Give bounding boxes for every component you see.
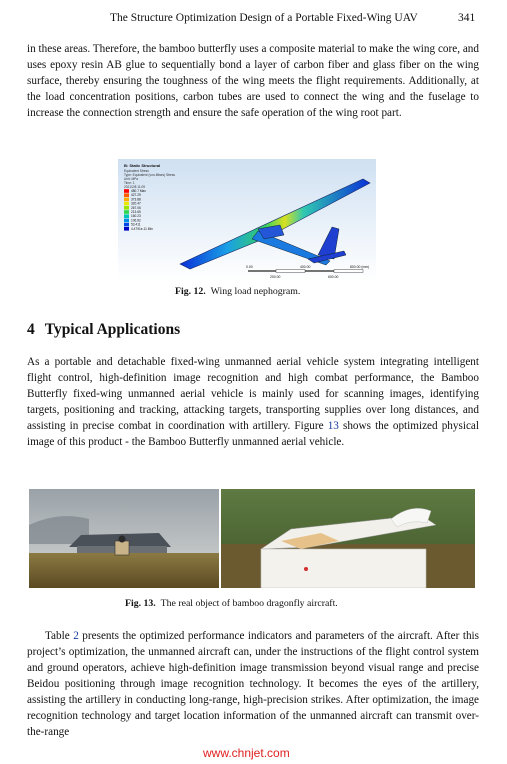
legend-swatch <box>124 219 129 223</box>
legend-swatch <box>124 214 129 218</box>
legend-title: B: Static Structural <box>124 163 161 168</box>
legend-swatch <box>124 193 129 197</box>
paragraph-performance <box>27 628 479 740</box>
paragraph-applications <box>27 354 479 450</box>
aircraft-photo-box <box>221 489 475 588</box>
legend-value: 373.88 <box>131 197 141 202</box>
legend-sub-1: Type: Equivalent (von-Mises) Stress <box>124 173 176 177</box>
figure-13-caption <box>125 598 338 609</box>
paragraph-performance-text-b: presents the optimized performance indicators and parameters of the aircraft. After this project’s optimization, the unmanned aircraft can, under the instructions of the flight control system and ground operators, achieve high-definition image transmission beyond visual range and precise Beidou positioning through image recognition technology. It becomes the eyes of the artillery, assisting the artillery in conducting long-range, high-precision strikes. After optimization, the image recognition technology and target location information of the unmanned aircraft can transmit over-the-range <box>27 630 480 738</box>
scale-label-1: 400.00 <box>300 265 311 269</box>
legend-sub-0: Equivalent Stress <box>124 169 149 173</box>
legend-swatch <box>124 227 129 231</box>
legend-value: 320.47 <box>131 201 141 206</box>
paragraph-intro: in these areas. Therefore, the bamboo butterfly uses a composite material to make the wing core, and uses epoxy resin AB glue to sequentially bond a layer of carbon fiber and glass fiber on the wing surface, thereby ensuring the toughness of the wing meets the flight requirements. Additionally, at the load concentration positions, carbon tubes are used to connect the wing and the fuselage to increase the connection strength and ensure the safe operation of the wing root part. <box>27 43 479 119</box>
grass-field <box>29 553 219 588</box>
aircraft-photo-field <box>29 489 219 588</box>
wing-load-nephogram <box>118 159 376 281</box>
white-box <box>261 549 426 588</box>
legend-value: 106.82 <box>131 218 141 223</box>
scale-label-0: 0.00 <box>246 265 253 269</box>
section-heading <box>27 321 180 339</box>
figure-13-label: Fig. 13. <box>125 598 156 609</box>
figure-13-text: The real object of bamboo dragonfly aircraft. <box>160 598 338 609</box>
legend-sub-3: Time: 1 <box>124 181 135 185</box>
scale-label-4: 600.00 <box>328 275 339 279</box>
legend-value: 213.65 <box>131 210 141 214</box>
legend-value: 4.4791e-11 Min <box>131 226 153 231</box>
box-marker <box>304 567 308 571</box>
propeller-hub <box>119 536 126 543</box>
legend-value: 267.06 <box>131 205 141 210</box>
aircraft-front-view <box>115 541 129 555</box>
legend-value: 53.411 <box>131 222 141 227</box>
legend-value: 480.7 Max <box>131 189 146 193</box>
watermark-text: www.chnjet.com <box>203 746 290 760</box>
scale-label-3: 200.00 <box>270 275 281 279</box>
figure-12-caption <box>175 286 300 297</box>
page-number: 341 <box>458 12 476 24</box>
legend-sub-2: Unit: MPa <box>124 177 138 181</box>
legend-swatch <box>124 206 129 210</box>
running-header-title: The Structure Optimization Design of a Portable Fixed-Wing UAV <box>110 12 418 24</box>
paragraph-applications-text-b: shows the optimized physical image of this product - the Bamboo Butterfly unmanned aerial vehicle. <box>27 420 479 448</box>
section-title: Typical Applications <box>44 321 181 338</box>
scale-label-2: 800.00 (mm) <box>350 265 370 269</box>
legend-swatch <box>124 210 129 214</box>
paragraph-performance-text-a: Table <box>45 630 74 642</box>
legend-swatch <box>124 189 129 193</box>
figure-background <box>118 159 376 281</box>
figure-12-text: Wing load nephogram. <box>210 286 301 297</box>
legend-sub-4: 2021/2/8 11:09 <box>124 185 146 189</box>
figure-13-reference-link[interactable]: 13 <box>327 420 339 432</box>
legend-swatch <box>124 198 129 202</box>
legend-value: 160.23 <box>131 214 141 219</box>
legend-swatch <box>124 223 129 227</box>
figure-12-label: Fig. 12. <box>175 286 206 297</box>
section-number: 4 <box>27 321 35 338</box>
table-2-reference-link[interactable]: 2 <box>73 630 79 642</box>
paragraph-applications-text-a: As a portable and detachable fixed-wing unmanned aerial vehicle system integrating intelligent flight control, high-definition image recognition and high combat performance, the Bamboo Butterfly fixed-wing unmanned aerial vehicle is mainly used for scanning images, identifying targets, positioning and tracking, attacking targets, transporting supplies over long distances, and assisting in precise combat in coordination with artillery. Figure <box>27 356 479 432</box>
legend-value: 427.29 <box>131 193 141 198</box>
legend-swatch <box>124 202 129 206</box>
